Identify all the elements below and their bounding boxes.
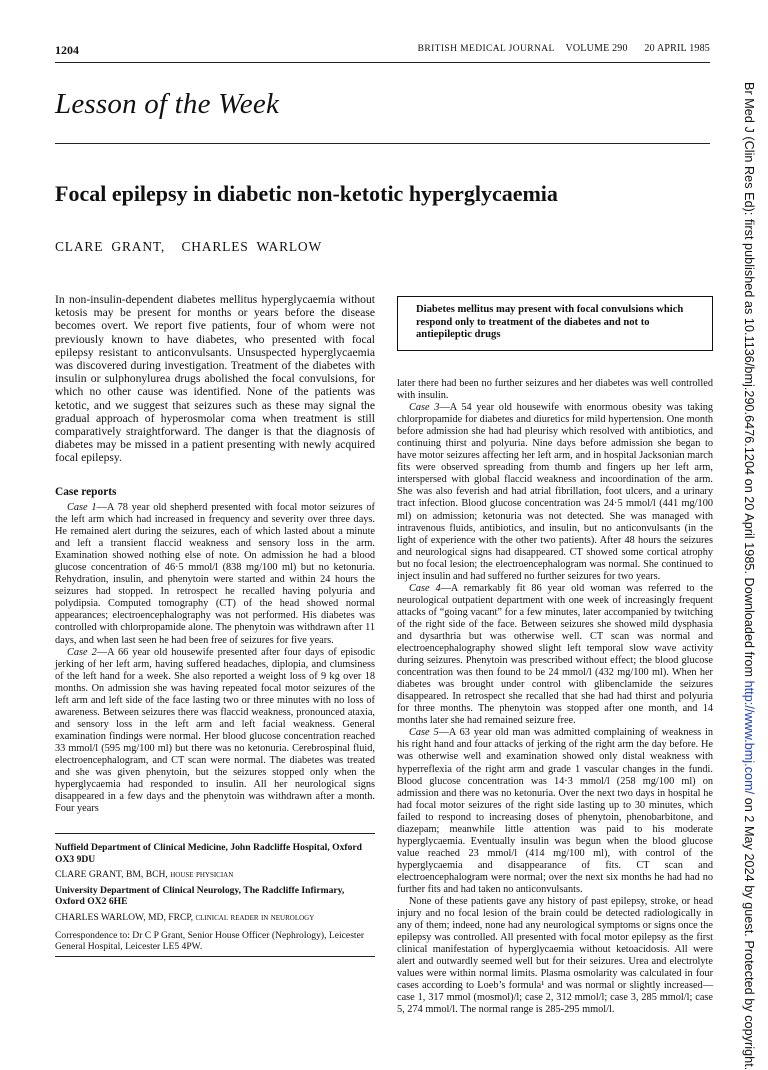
affiliation-person-1: [55, 869, 375, 881]
person-2-role: MD, FRCP, clinical reader in neurology: [145, 911, 315, 923]
case-4-paragraph: [397, 583, 713, 728]
right-column: [397, 378, 713, 1016]
affiliation-rule: [55, 833, 375, 834]
section-rule: [55, 143, 710, 144]
person-1-name: CLARE GRANT,: [55, 869, 124, 881]
case-5-paragraph: [397, 727, 713, 896]
case-1-text: —A 78 year old shepherd presented with focal motor seizures of the left arm which had increased in frequency and severity over three days. He remained alert during the seizures, each of which lasted about a minute and left a transient flaccid weakness and sensory loss in the arm. Examination showed nothing else of note. On admission he had a blood glucose concentration of 46·5 mmol/l (838 mg/100 ml) but no ketonuria. Rehydration, insulin, and phenytoin were started and within 24 hours the seizures had stopped. In retrospect he recalled having polyuria and polydipsia. Computed tomography (CT) of the head showed normal appearances; electroencephalography was not performed. His diabetes was controlled with chlorpropamide alone. The phenytoin was withdrawn after 11 days, and when last seen he had been free of seizures for five years.: [55, 502, 375, 646]
person-2-name: CHARLES WARLOW,: [55, 911, 146, 923]
case-4-label: Case 4: [409, 582, 441, 594]
left-column: [55, 502, 375, 815]
article-authors: CLARE GRANT, CHARLES WARLOW: [55, 239, 323, 254]
download-notice: [738, 82, 758, 1070]
section-title: Lesson of the Week: [55, 88, 280, 120]
bmj-link[interactable]: http://www.bmj.com/: [742, 680, 756, 795]
affiliation-dept-1: Nuffield Department of Clinical Medicine, John Radcliffe Hospital, Oxford OX3 9DU: [55, 842, 362, 865]
case-2-label: Case 2: [67, 646, 97, 658]
running-header: [55, 43, 710, 61]
case-2-continued: later there had been no further seizures and her diabetes was well controlled with insulin.: [397, 378, 713, 402]
case-1-paragraph: [55, 502, 375, 647]
case-3-text: —A 54 year old housewife with enormous obesity was taking chlorpropamide for diabetes and diuretics for mild hypertension. One month before admission she had had pleurisy which resolved with antibiotics, and continuing thirst and polyuria. Nine days before admission she began to have motor seizures affecting her left arm, and in hospital Jacksonian march fits were observed spreading from thumb and fingers up her left arm, interspersed with global flaccid weakness and incoordination of the arm. She was also feverish and had atrial fibrillation, foot ulcers, and a urinary tract infection. Blood glucose concentration was 24·5 mmol/l (441 mg/100 ml) on admission; ketonuria was not detected. She was managed with intravenous fluids, antibiotics, and insulin, but no anticonvulsants (in the light of experience with the other two patients). After 48 hours the seizures and neurological signs had disappeared. CT showed some cortical atrophy but no focal lesion; the electroencephalogram was normal. She continued to inject insulin and had suffered no further seizures for two years.: [397, 402, 713, 582]
notice-suffix: on 2 May 2024 by guest. Protected by copyright.: [742, 794, 756, 1070]
journal-info: [410, 43, 710, 54]
case-5-text: —A 63 year old man was admitted complaining of weakness in his right hand and four attacks of jerking of the right arm the day before. He was otherwise well and examination showed only distal weakness with hyperreflexia of the right arm and grade 1 vascular changes in the fundi. Blood glucose concentration was 14·3 mmol/l (258 mg/100 ml) on admission and there was no ketonuria. Over the next two days in hospital he had focal motor seizures of the right side lasting up to 30 minutes, which failed to respond to increasing doses of phenytoin, phenobarbitone, and diazepam; meanwhile little attention was paid to his moderate hyperglycaemia. Eventually insulin was begun when the blood glucose value reached 23 mmol/l (414 mg/100 ml), with control of the hyperglycaemia and disappearance of fits. CT scan and electroencephalogram were normal; over the next six months he had had no further fits and had taken no anticonvulsants.: [397, 727, 713, 895]
journal-volume: VOLUME 290: [565, 43, 628, 54]
affiliations: [55, 842, 375, 957]
abstract: In non-insulin-dependent diabetes mellitus hyperglycaemia without ketosis may be present for months or years before the disease becomes overt. We report five patients, four of whom were not previously known to have diabetes, who presented with focal epilepsy resistant to anticonvulsants. Unsuspected hyperglycaemia was discovered during investigation. Treatment of the diabetes with insulin or sulphonylurea drugs abolished the focal convulsions, for which no other cause was identified. None of the patients was ketotic, and we suggest that seizures such as these may signal the gradual approach of hyperosmolar coma when treatment is still comparatively straightforward. The danger is that the diagnosis of diabetes may be missed in a patient presenting with newly acquired focal epilepsy.: [55, 293, 375, 465]
case-3-label: Case 3: [409, 402, 440, 414]
case-2-paragraph: [55, 647, 375, 816]
page-number: 1204: [55, 43, 79, 57]
case-4-text: —A remarkably fit 86 year old woman was referred to the neurological outpatient department with one week of increasingly frequent attacks of “going vacant” for a few minutes, later accompanied by twitching of the right side of the face. Between seizures she showed mild dysphasia and dysarthria but was otherwise well. CT scan was normal and electroencephalography showed slight left temporal slow wave activity during seizures. Phenytoin was prescribed without effect; the blood glucose concentration was then found to be 24 mmol/l (432 mg/100 ml). When her diabetes was brought under control with glibenclamide the seizures disappeared. In retrospect she recalled that she had had thirst and polyuria for three months. The phenytoin was stopped after one month, and 14 months later she had remained seizure free.: [397, 582, 713, 727]
article-title: Focal epilepsy in diabetic non-ketotic hyperglycaemia: [55, 181, 558, 206]
person-1-role: BM, BCH, house physician: [123, 869, 234, 881]
discussion-paragraph: None of these patients gave any history of past epilepsy, stroke, or head injury and no focal lesion of the brain could be detected radiologically in any of them; indeed, none had any neurological symptoms or signs once the epilepsy was controlled. All presented with focal motor epilepsy as the first clinical manifestation of hyperglycaemia without ketoacidosis. All were alert and outwardly seemed well but for their seizures. Urea and electrolyte values were within normal limits. Plasma osmolarity was calculated in four cases according to Loeb’s formula¹ and was normal or slightly increased—case 1, 317 mmol (mosmol)/l; case 2, 312 mmol/l; case 3, 285 mmol/l; case 5, 274 mmol/l. The normal range is 285-295 mmol/l.: [397, 896, 713, 1016]
journal-name: BRITISH MEDICAL JOURNAL: [417, 44, 555, 54]
download-notice-text: [742, 82, 756, 1070]
case-3-paragraph: [397, 402, 713, 583]
correspondence: Correspondence to: Dr C P Grant, Senior House Officer (Nephrology), Leicester General Hospital, Leicester LE5 4PW.: [55, 929, 365, 953]
affiliation-bottom-rule: [55, 956, 375, 957]
summary-box-text: Diabetes mellitus may present with focal convulsions which respond only to treatment of the diabetes and not to antiepileptic drugs: [416, 304, 684, 341]
case-5-label: Case 5: [409, 727, 439, 739]
case-2-text: —A 66 year old housewife presented after four days of episodic jerking of her left arm, having suffered headaches, diplopia, and clumsiness of the left hand for a week. She also reported a weight loss of 9 kg over 18 months. On admission she was having repeated focal motor seizures of the left arm and left side of the face lasting two or three minutes with no loss of awareness. Between seizures there was flaccid weakness, pronounced ataxia, and sensory loss in the left arm and left facial weakness. General examination findings were normal. Her blood glucose concentration reached 33 mmol/l (595 mg/100 ml) but there was no ketonuria. Cerebrospinal fluid, electroencephalogram, and CT scan were normal. The diabetes was treated and she was given phenytoin, but the seizures stopped only when the hyperglycaemia had responded to insulin. All her neurological signs disappeared in a few days and the phenytoin was withdrawn after a month. Four years: [55, 646, 375, 815]
case-1-label: Case 1: [67, 502, 97, 513]
header-rule: [55, 62, 710, 63]
summary-box: [397, 296, 713, 351]
case-reports-heading: Case reports: [55, 486, 117, 498]
affiliation-dept-2: University Department of Clinical Neurology, The Radcliffe Infirmary, Oxford OX2 6HE: [55, 884, 345, 908]
affiliation-person-2: [55, 912, 375, 924]
notice-prefix: Br Med J (Clin Res Ed): first published as 10.1136/bmj.290.6476.1204 on 20 April 1985. Downloaded from: [742, 82, 756, 681]
journal-date: 20 APRIL 1985: [644, 43, 710, 54]
